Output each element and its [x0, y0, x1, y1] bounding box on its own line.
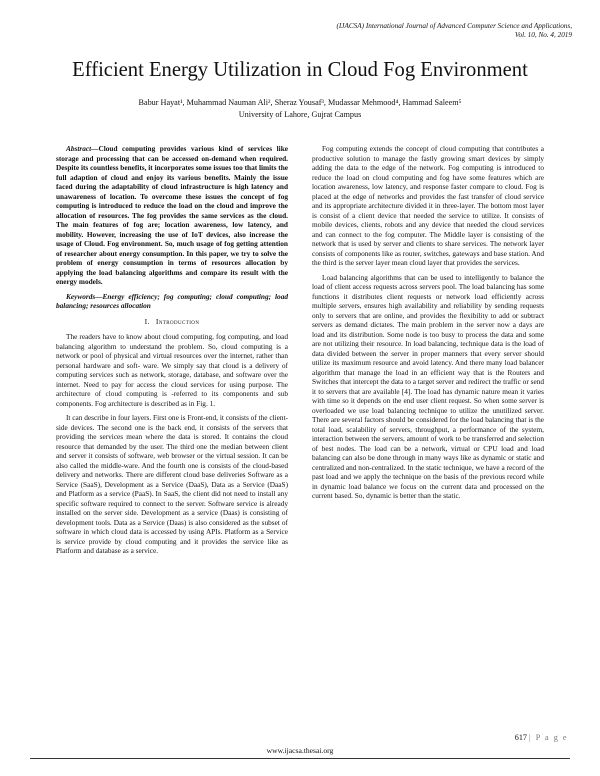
journal-line-2: Vol. 10, No. 4, 2019	[514, 31, 572, 39]
page-number-value: 617	[514, 733, 527, 742]
journal-line-1: (IJACSA) International Journal of Advanced Computer Science and Applications,	[336, 22, 572, 30]
affiliation: University of Lahore, Gujrat Campus	[238, 110, 362, 119]
left-column	[56, 144, 288, 561]
section-number: I.	[144, 316, 150, 326]
paragraph: It can describe in four layers. First one is Front-end, it consists of the client-side devices. The second one is the back end, it consists of the servers that providing the services mean where the data is stored. It contains the cloud resource that demanded by the user. The third one the median between client and server it consists of software, web browser or the virtual session. It can be also called the middle-ware. And the fourth one is consists of the cloud-based delivery and networks. There are different cloud base deliveries Software as a Service (SaaS), Development as a Service (DaaS), Data as a Service (DaaS) and Platform as a service (PaaS). In SaaS, the client did not need to install any specific software required to connect to the server. Software service is already installed on the server side. Development as a service (Daas) is consisting of development tools. Data as a Service (Daas) is also considered as the subset of software in which cloud data is accessed by using APIs. Platform as a Service is service provide by cloud computing and it provides the service like as Platform and database as a service.	[56, 413, 288, 555]
footer-divider	[30, 758, 570, 759]
paper-title: Efficient Energy Utilization in Cloud Fog Environment	[72, 59, 528, 81]
paragraph: The readers have to know about cloud computing, fog computing, and load balancing algorithm to understand the problem. So, cloud computing is a network or pool of physical and virtual resources over the internet, rather than personal hardware and soft- ware. We simply say that cloud is a delivery of computing services such as network, storage, database, and software over the internet. Need to pay for access the cloud services for using purpose. The architecture of cloud computing is -referred to its components and sub components. Fog architecture is described as in Fig. 1.	[56, 332, 288, 408]
section-title: Introduction	[155, 316, 200, 326]
right-column	[312, 144, 544, 506]
journal-header	[192, 22, 572, 40]
abstract-lead: Abstract—	[66, 144, 99, 153]
journal-url[interactable]: www.ijacsa.thesai.org	[266, 746, 334, 755]
section-heading	[56, 317, 288, 327]
paragraph: Fog computing extends the concept of cloud computing that contributes a productive solution to manage the fastly growing smart devices by simply adding the data to the edge of the network. Fog computing is introduced to reduce the load on cloud computing and fog have some features which are location awareness, low latency, and response faster compare to cloud. Fog is placed at the edge of networks and provides the fast transfer of cloud service and its appropriate architecture divided it in three-layer. The bottom most layer is consist of a client device that needed the service to utilize. It consists of mobile devices, clients, robots and any device that needed the cloud services and can connect to the fog computer. The Middle layer is consisting of the network that is used by server and clients to share services. The network layer consists of components like as router, switches, gateways and base station. And the third is the server layer mean cloud layer that provides the services.	[312, 144, 544, 267]
keywords: Keywords—Energy efficiency; fog computing; cloud computing; load balancing; resources allocation	[56, 291, 288, 310]
page-label: | P a g e	[529, 733, 568, 742]
page-number	[515, 733, 568, 742]
abstract	[56, 144, 288, 287]
author-list: Babur Hayat¹, Muhammad Nauman Ali², Sheraz Yousaf³, Mudassar Mehmood⁴, Hammad Saleem⁵	[138, 98, 462, 107]
paragraph: Load balancing algorithms that can be used to intelligently to balance the load of client access requests across servers pool. The load balancing has some functions it distributes client requests or network load efficiently across multiple servers, ensures high availability and reliability by sending requests only to servers that are online, and provides the flexibility to add or subtract servers as demand dictates. The main problem in the server now a days are load and its distribution. Some node is too busy to process the data and some are not utilizing their resource. In load balancing, technique data is the load of data divided between the server in proper manners that every server should utilize its maximum resource and avoid latency. And there many load balancer algorithm that manage the load in an efficient way that is the Routers and Switches that intercept the data to a target server and redirect the traffic or send it to servers that are available [4]. The load has dynamic nature mean it varies with time so it depends on the end user client request. So when some server is overloaded we use load balancing technique to utilize the unutilized server. There are several factors should be considered for the load balancing that is the total load, scalability of servers, throughput, a performance of the system, interaction between the servers, amount of work to be transferred and selection of best nodes. The load can be a network, virtual or CPU load and load balancing can also be done through in many ways like as dynamic or static and centralized and non-centralized. In the static technique, we have a record of the past load and we apply the technique on the basis of the previous record while in dynamic load balance we focus on the current data and processed on the current based. So, dynamic is better than the static.	[312, 272, 544, 500]
abstract-text: Cloud computing provides various kind of services like storage and processing that can be accessed on-demand when required. Despite its countless benefits, it incorporates some issues too that limits the full adaption of cloud and enjoy its various benefits. Mainly the issue faced during the adaptability of cloud infrastructure is high latency and unawareness of location. To overcome these issues the concept of fog computing is introduced to reduce the load on the cloud and improve the allocation of resources. The fog provides the same services as the cloud. The main features of fog are; location awareness, low latency, and mobility. However, increasing the use of IoT devices, also increase the usage of Cloud. Fog environment. So, much usage of fog getting attention of researcher about energy consumption. In this paper, we try to solve the problem of energy consumption in terms of resources allocation by applying the load balancing algorithms and compare its result with the energy models.	[56, 144, 288, 286]
